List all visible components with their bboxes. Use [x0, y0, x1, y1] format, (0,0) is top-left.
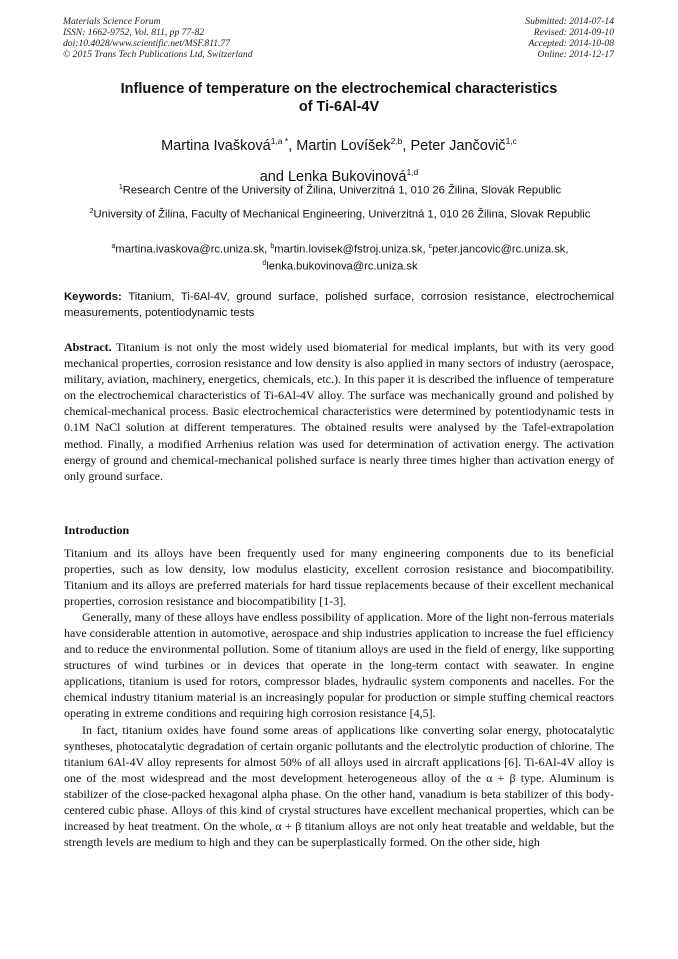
publication-dates	[525, 16, 614, 60]
affiliation-text: Research Centre of the University of Žilina, Univerzitná 1, 010 26 Žilina, Slovak Republic	[122, 184, 562, 197]
paragraph: In fact, titanium oxides have found some areas of applications like converting solar energy, photocatalytic syntheses, photocatalytic degradation of certain organic pollutants and the electrolytic production of chlorine. The titanium 6Al-4V alloy represents for almost 50% of all alloys used in aircraft applications [6]. Ti-6Al-4V alloy is one of the most widespread and the most development heterogeneous alloy of the α + β type. Aluminum is stabilizer of the close-packed hexagonal alpha phase. On the other hand, vanadium is beta stabilizer of this body-centered cubic phase. Alloys of this kind of crystal structures have excellent mechanical properties, which can be increased by heat treatment. On the whole, α + β titanium alloys are not only heat treatable and weldable, but the strength levels are medium to high and they can be superplastically formed. On the other side, high	[64, 722, 614, 849]
journal-doi: doi:10.4028/www.scientific.net/MSF.811.77	[63, 38, 231, 49]
date-accepted: Accepted: 2014-10-08	[528, 38, 614, 49]
keywords-text: Titanium, Ti-6Al-4V, ground surface, polished surface, corrosion resistance, electrochemical measurements, potentiodynamic tests	[64, 291, 615, 319]
title-line-2: of Ti-6Al-4V	[298, 99, 380, 115]
keywords-label: Keywords:	[64, 291, 122, 303]
author-separator: ,	[402, 137, 411, 154]
email-line-1: $^a$martina.ivaskova@rc.uniza.sk, $^b$martin.lovisek@fstroj.uniza.sk, $^c$peter.jancovic@rc.uniza.sk,	[111, 243, 569, 256]
abstract	[64, 339, 614, 484]
email-link[interactable]: lenka.bukovinova@rc.uniza.sk	[266, 260, 418, 273]
date-submitted: Submitted: 2014-07-14	[525, 16, 614, 27]
author-name: Martin Lovíšek	[296, 137, 391, 154]
paragraph: Titanium and its alloys have been frequently used for many engineering components due to its beneficial properties, such as low density, low modulus elasticity, excellent corrosion resistance and biocompatibility. Titanium and its alloys are preferred materials for hard tissue replacements because of their excellent mechanical properties, corrosion resistance and biocompatibility [1-3].	[64, 546, 614, 609]
affiliation-sup: 2	[89, 208, 94, 215]
abstract-text: Titanium is not only the most widely used biomaterial for medical implants, but with its very good mechanical properties, corrosion resistance and low density is also applied in many sectors of industry (aerospace, military, aviation, machinery, energetics, chemicals, etc.). In this paper it is described the influence of temperature on the electrochemical characteristics of Ti-6Al-4V alloy. The surface was mechanically ground and polished by chemical-mechanical process. Basic electrochemical characteristics were determined by potentiodynamic tests in 0.1M NaCl solution at different temperatures. The obtained results were analysed by the Tafel-extrapolation method. Finally, a modified Arrhenius relation was used for determination of activation energy. The activation energy of ground and chemical-mechanical polished surface is nearly three times higher than activation energy of only ground surface.	[64, 340, 614, 483]
author-name: Martina Ivašková	[161, 137, 271, 154]
author-name: Lenka Bukovinová	[287, 168, 407, 185]
date-online: Online: 2014-12-17	[537, 49, 614, 60]
section-heading: Introduction	[64, 523, 130, 537]
email-link[interactable]: martina.ivaskova@rc.uniza.sk	[115, 243, 265, 256]
email-sup: a	[111, 243, 116, 250]
email-link[interactable]: peter.jancovic@rc.uniza.sk	[432, 243, 566, 256]
paragraph: Generally, many of these alloys have endless possibility of application. More of the light non-ferrous materials have considerable attention in automotive, aerospace and ship industries application to increase the fuel efficiency and to reduce the environmental pollution. Some of titanium alloys are used in the field of energy, like supporting structures of wind turbines or in devices that operate in the long-term contact with seawater. In engine applications, titanium is used for rotors, compressor blades, hydraulic system components and nacelles. For the chemical industry titanium material is an increasingly popular for production or simple stuffing chemical reactors operating in extreme conditions and requiring high corrosion resistance [4,5].	[64, 610, 614, 721]
email-sup: d	[262, 259, 267, 267]
author-emails	[70, 240, 610, 273]
affiliation	[70, 205, 610, 222]
affiliation-sup: 1	[118, 184, 123, 191]
paper-title	[70, 80, 608, 116]
journal-name: Materials Science Forum	[63, 16, 161, 27]
journal-copyright: © 2015 Trans Tech Publications Ltd, Switzerland	[63, 49, 253, 60]
author-sup: 1,c	[505, 136, 517, 146]
journal-info	[63, 16, 253, 60]
journal-issn: ISSN: 1662-9752, Vol. 811, pp 77-82	[63, 27, 205, 38]
email-sup: c	[428, 243, 433, 250]
author-separator: ,	[288, 137, 297, 154]
abstract-label: Abstract.	[64, 340, 112, 354]
email-sup: b	[270, 243, 275, 250]
author-sup: 2,b	[390, 136, 403, 146]
keywords	[64, 289, 614, 321]
affiliation	[70, 181, 610, 198]
affiliation-text: University of Žilina, Faculty of Mechanical Engineering, Univerzitná 1, 010 26 Žilina, Slovak Republic	[93, 208, 591, 221]
date-revised: Revised: 2014-09-10	[533, 27, 614, 38]
author-line-1	[60, 128, 618, 159]
email-line-2	[70, 257, 610, 274]
title-line-1: Influence of temperature on the electrochemical characteristics	[120, 81, 558, 97]
author-separator: and	[259, 168, 288, 185]
introduction-body	[64, 545, 614, 850]
author-sup: 1,d	[406, 166, 419, 177]
email-link[interactable]: martin.lovisek@fstroj.uniza.sk	[274, 243, 423, 256]
author-name: Peter Jančovič	[410, 137, 506, 154]
author-sup: 1,a *	[270, 136, 289, 146]
